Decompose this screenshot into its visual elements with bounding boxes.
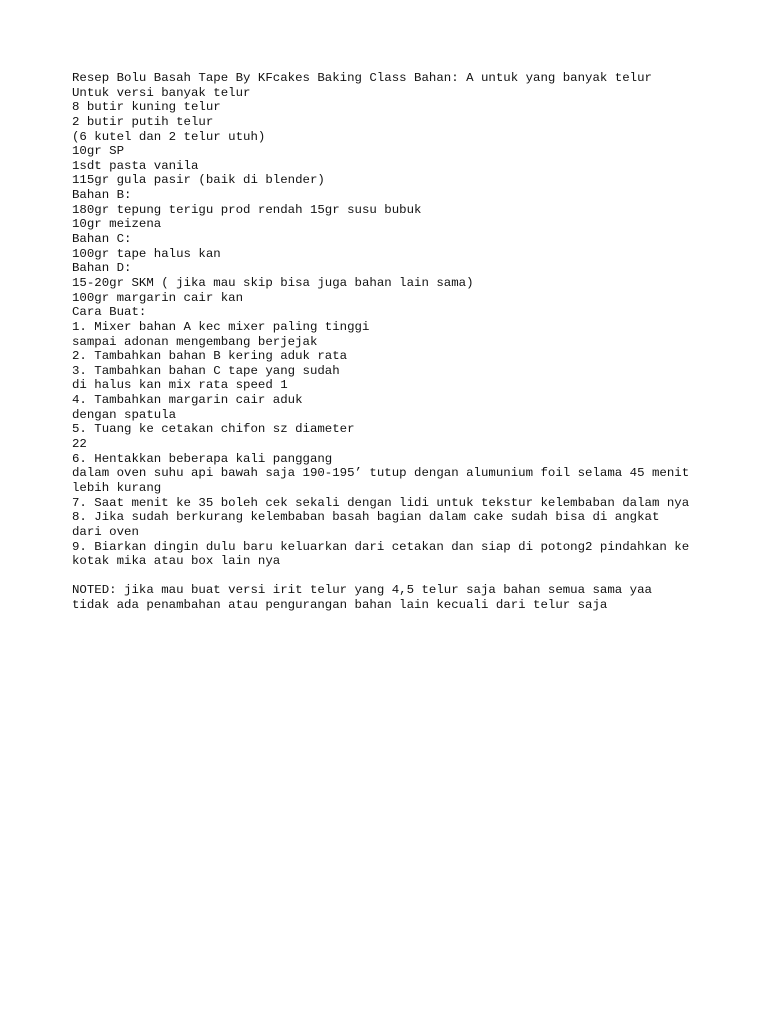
text-line: 9. Biarkan dingin dulu baru keluarkan dari cetakan dan siap di potong2 pindahkan ke xyxy=(72,539,690,554)
note-line: tidak ada penambahan atau pengurangan bahan lain kecuali dari telur saja xyxy=(72,598,608,613)
text-line: (6 kutel dan 2 telur utuh) xyxy=(72,129,266,144)
recipe-text-body xyxy=(72,71,752,613)
text-line: 3. Tambahkan bahan C tape yang sudah xyxy=(72,363,340,378)
text-line: kotak mika atau box lain nya xyxy=(72,554,281,569)
text-line: 5. Tuang ke cetakan chifon sz diameter xyxy=(72,422,355,437)
text-line: 8 butir kuning telur xyxy=(72,100,221,115)
text-line: dalam oven suhu api bawah saja 190-195’ tutup dengan alumunium foil selama 45 menit xyxy=(72,466,690,481)
text-line: 115gr gula pasir (baik di blender) xyxy=(72,173,325,188)
text-line: 4. Tambahkan margarin cair aduk xyxy=(72,393,303,408)
text-line: 10gr SP xyxy=(72,144,125,159)
note-line: NOTED: jika mau buat versi irit telur yang 4,5 telur saja bahan semua sama yaa xyxy=(72,583,652,598)
text-line: Bahan D: xyxy=(72,261,132,276)
text-line: 1. Mixer bahan A kec mixer paling tinggi xyxy=(72,319,370,334)
text-line: sampai adonan mengembang berjejak xyxy=(72,334,318,349)
text-line: 15-20gr SKM ( jika mau skip bisa juga bahan lain sama) xyxy=(72,275,474,290)
text-line: lebih kurang xyxy=(72,480,162,495)
text-line: 100gr margarin cair kan xyxy=(72,290,244,305)
text-line: 10gr meizena xyxy=(72,217,162,232)
text-line: 8. Jika sudah berkurang kelembaban basah bagian dalam cake sudah bisa di angkat xyxy=(72,510,660,525)
text-line: dari oven xyxy=(72,524,139,539)
text-line: 22 xyxy=(72,437,87,452)
text-line: 2. Tambahkan bahan B kering aduk rata xyxy=(72,349,348,364)
text-line: 1sdt pasta vanila xyxy=(72,158,199,173)
text-line: 180gr tepung terigu prod rendah 15gr susu bubuk xyxy=(72,202,422,217)
text-line: dengan spatula xyxy=(72,407,177,422)
text-line: 7. Saat menit ke 35 boleh cek sekali dengan lidi untuk tekstur kelembaban dalam nya xyxy=(72,495,690,510)
text-line: Resep Bolu Basah Tape By KFcakes Baking Class Bahan: A untuk yang banyak telur xyxy=(72,71,652,85)
text-line: 6. Hentakkan beberapa kali panggang xyxy=(72,451,333,466)
text-line: 2 butir putih telur xyxy=(72,114,214,129)
text-line: Bahan C: xyxy=(72,232,132,247)
text-line: Cara Buat: xyxy=(72,305,147,320)
text-line: di halus kan mix rata speed 1 xyxy=(72,378,288,393)
text-line: Untuk versi banyak telur xyxy=(72,85,251,100)
text-line: 100gr tape halus kan xyxy=(72,246,221,261)
blank-line xyxy=(72,569,752,584)
text-line: Bahan B: xyxy=(72,188,132,203)
